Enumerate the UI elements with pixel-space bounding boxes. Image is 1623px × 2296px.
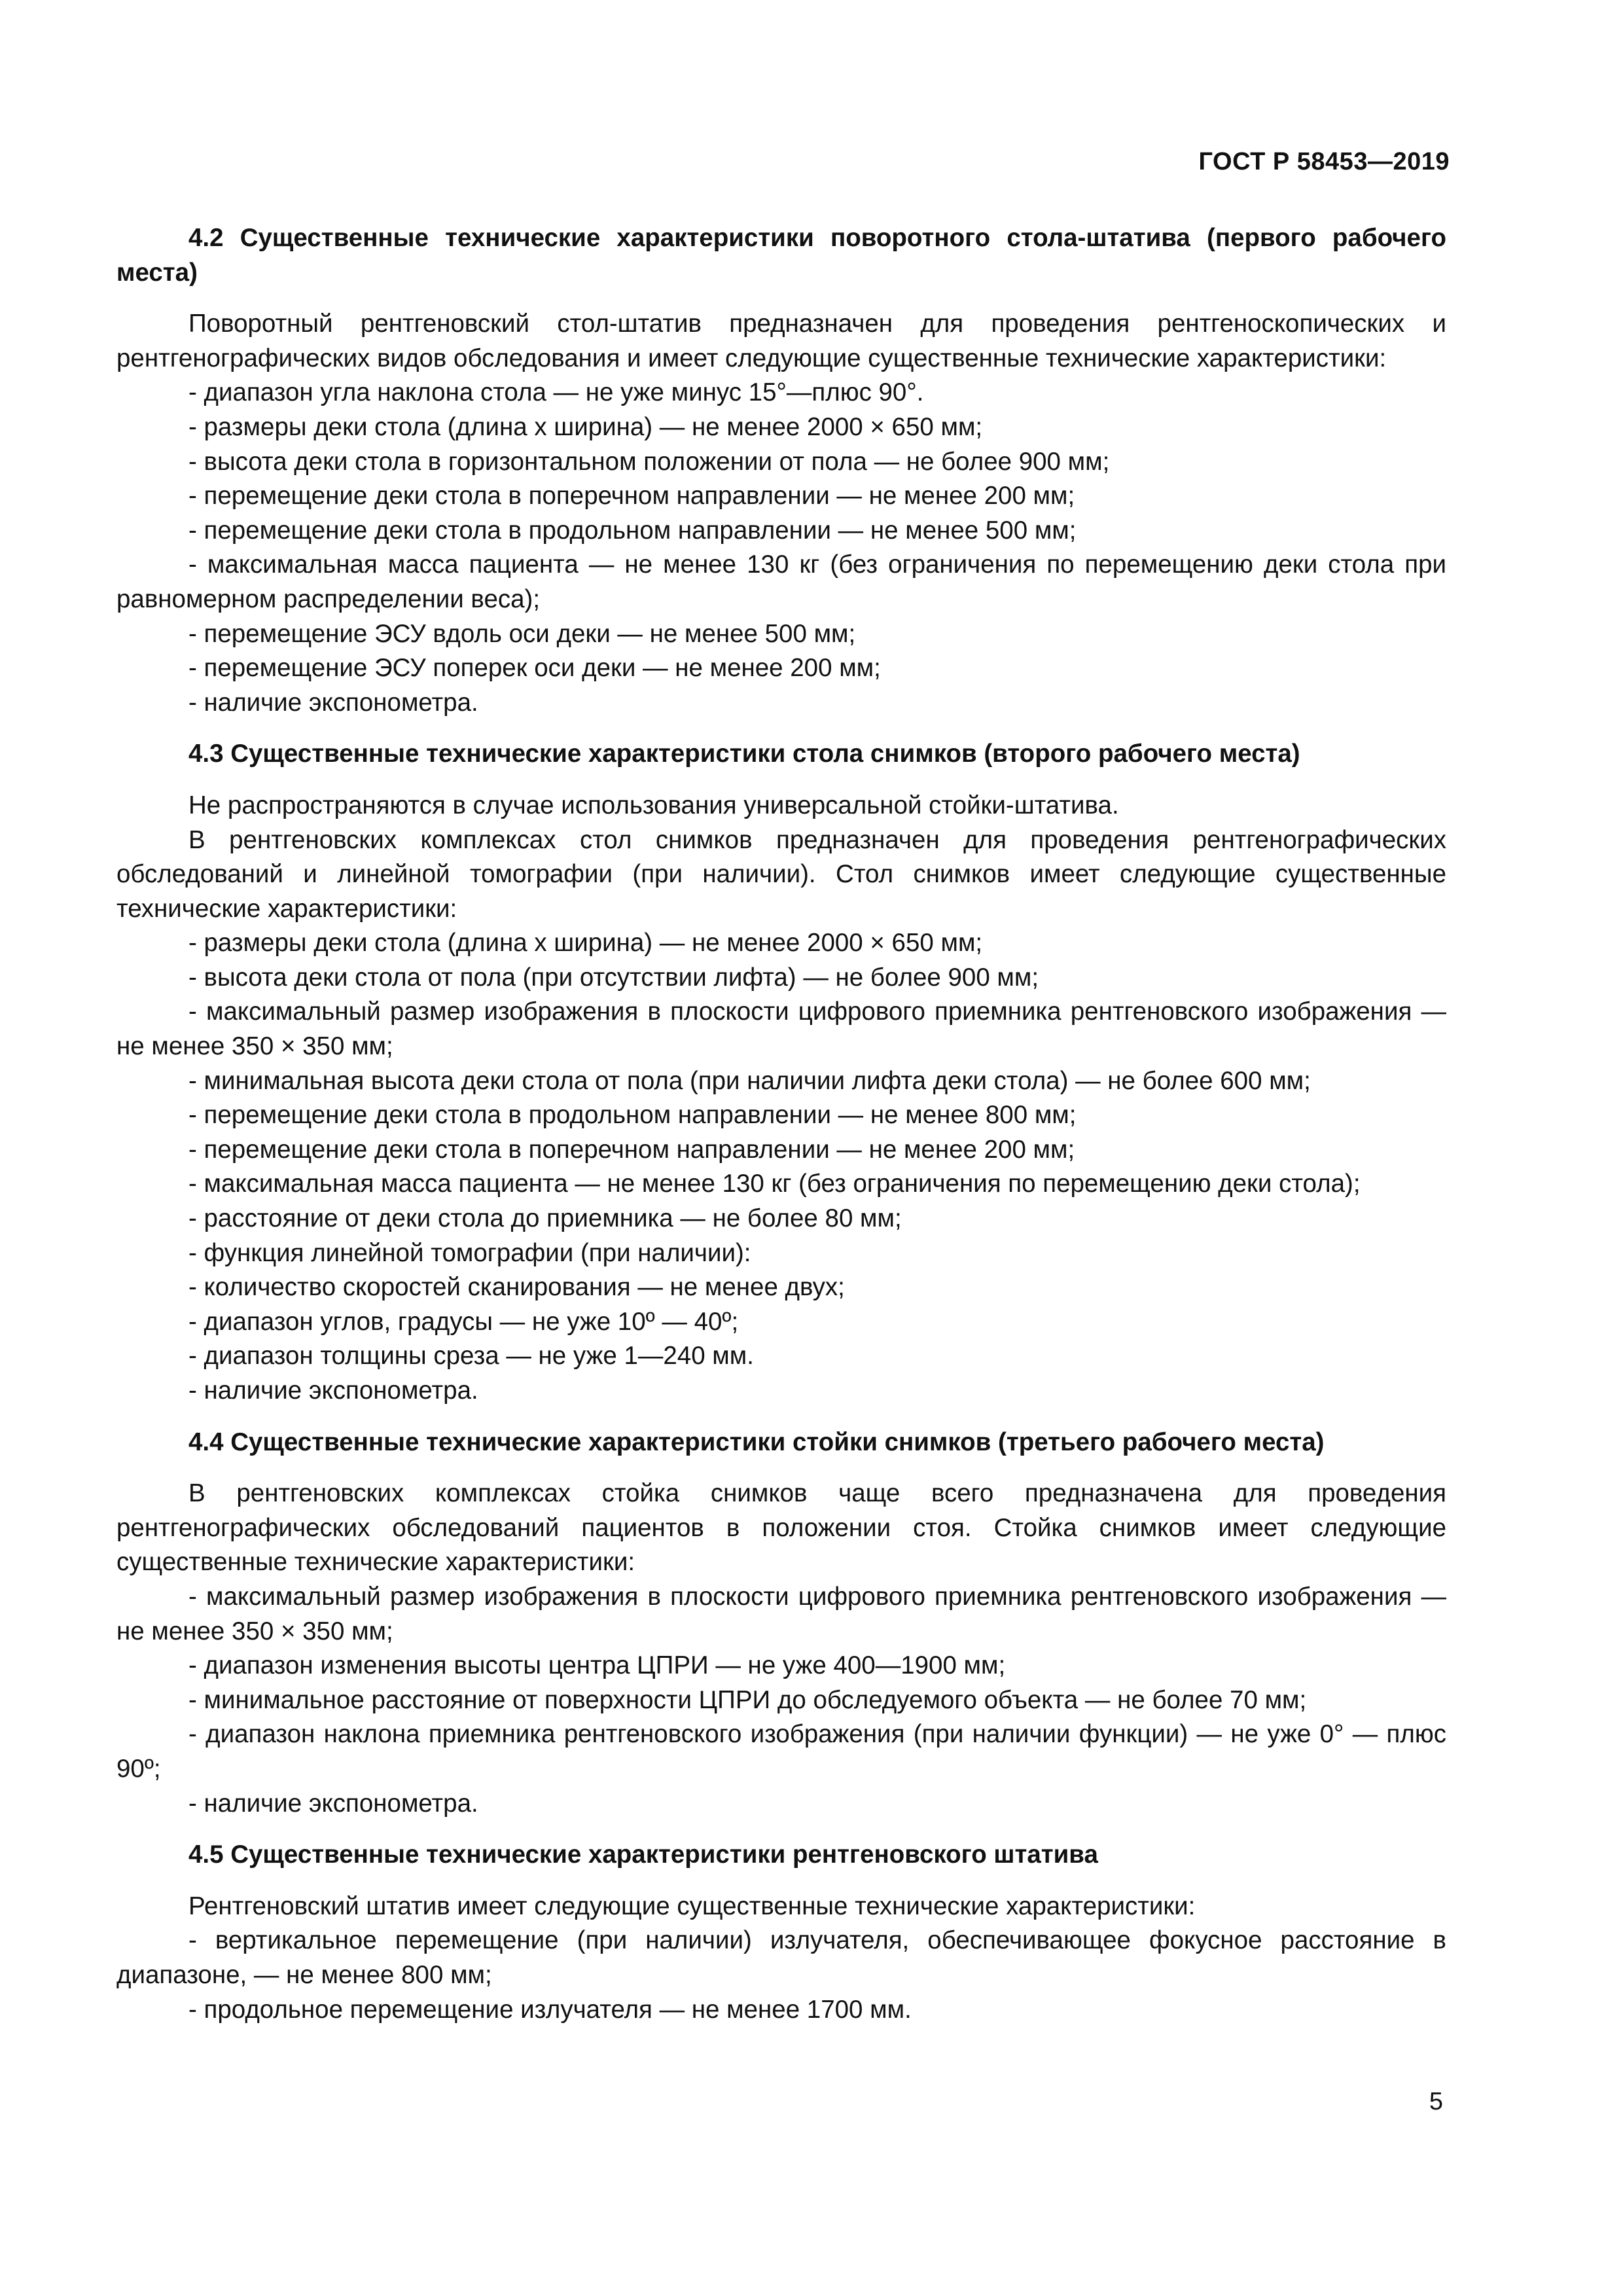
list-item: - диапазон угла наклона стола — не уже минус 15°—плюс 90°. (188, 378, 924, 407)
list-item: - перемещение ЭСУ вдоль оси деки — не менее 500 мм; (188, 619, 856, 648)
section-heading: 4.2 Существенные технические характеристики поворотного стола-штатива (первого рабочего места) (116, 224, 1446, 287)
section-heading: 4.4 Существенные технические характеристики стойки снимков (третьего рабочего места) (188, 1427, 1325, 1456)
page-number: 5 (1429, 2088, 1443, 2115)
list-item: - размеры деки стола (длина х ширина) — не менее 2000 × 650 мм; (188, 929, 983, 958)
list-item: - максимальный размер изображения в плоскости цифрового приемника рентгеновского изображения — не менее 350 × 350 мм; (116, 997, 1446, 1061)
list-item: - максимальная масса пациента — не менее 130 кг (без ограничения по перемещению деки стола); (188, 1170, 1361, 1198)
paragraph: В рентгеновских комплексах стол снимков предназначен для проведения рентгенографических обследований и линейной томографии (при наличии). Стол снимков имеет следующие существенные технические характеристики: (116, 825, 1446, 923)
section-4-4 (116, 1426, 1446, 1821)
section-heading: 4.5 Существенные технические характеристики рентгеновского штатива (188, 1840, 1098, 1869)
paragraph: Не распространяются в случае использования универсальной стойки-штатива. (188, 791, 1119, 819)
list-item: - высота деки стола от пола (при отсутствии лифта) — не более 900 мм; (188, 963, 1039, 992)
list-item: - перемещение деки стола в продольном направлении — не менее 500 мм; (188, 516, 1077, 545)
list-item: - диапазон углов, градусы — не уже 10º — 40º; (188, 1307, 739, 1336)
list-item: - максимальная масса пациента — не менее 130 кг (без ограничения по перемещению деки стола при равномерном распределении веса); (116, 550, 1446, 613)
section-4-2 (116, 221, 1446, 720)
list-item: - наличие экспонометра. (188, 688, 478, 717)
standard-header: ГОСТ Р 58453—2019 (1198, 148, 1450, 175)
list-item: - размеры деки стола (длина х ширина) — не менее 2000 × 650 мм; (188, 412, 983, 441)
list-item: - минимальная высота деки стола от пола (при наличии лифта деки стола) — не более 600 мм; (188, 1066, 1311, 1095)
section-4-3 (116, 737, 1446, 1408)
paragraph: В рентгеновских комплексах стойка снимков чаще всего предназначена для проведения рентгенографических обследований пациентов в положении стоя. Стойка снимков имеет следующие существенные технические характеристики: (116, 1479, 1446, 1577)
list-item: - наличие экспонометра. (188, 1376, 478, 1405)
document-body (116, 221, 1446, 2044)
list-item: - диапазон изменения высоты центра ЦПРИ — не уже 400—1900 мм; (188, 1651, 1006, 1680)
list-item: - перемещение деки стола в продольном направлении — не менее 800 мм; (188, 1101, 1077, 1130)
list-item: - перемещение деки стола в поперечном направлении — не менее 200 мм; (188, 1135, 1075, 1164)
section-heading: 4.3 Существенные технические характеристики стола снимков (второго рабочего места) (188, 740, 1300, 768)
list-item: - функция линейной томографии (при наличии): (188, 1238, 751, 1267)
section-4-5 (116, 1838, 1446, 2027)
list-item: - минимальное расстояние от поверхности ЦПРИ до обследуемого объекта — не более 70 мм; (188, 1685, 1307, 1714)
list-item: - расстояние от деки стола до приемника — не более 80 мм; (188, 1204, 902, 1233)
list-item: - перемещение ЭСУ поперек оси деки — не менее 200 мм; (188, 654, 881, 683)
list-item: - продольное перемещение излучателя — не менее 1700 мм. (188, 1995, 912, 2024)
list-item: - наличие экспонометра. (188, 1789, 478, 1818)
paragraph: Рентгеновский штатив имеет следующие существенные технические характеристики: (188, 1892, 1196, 1920)
list-item: - максимальный размер изображения в плоскости цифрового приемника рентгеновского изображения — не менее 350 × 350 мм; (116, 1582, 1446, 1645)
list-item: - перемещение деки стола в поперечном направлении — не менее 200 мм; (188, 482, 1075, 511)
list-item: - высота деки стола в горизонтальном положении от пола — не более 900 мм; (188, 447, 1110, 476)
paragraph: Поворотный рентгеновский стол-штатив предназначен для проведения рентгеноскопических и рентгенографических видов обследования и имеет следующие существенные технические характеристики: (116, 310, 1446, 372)
list-item: - диапазон толщины среза — не уже 1—240 мм. (188, 1342, 754, 1371)
list-item: - вертикальное перемещение (при наличии) излучателя, обеспечивающее фокусное расстояние в диапазоне, — не менее 800 мм; (116, 1926, 1446, 1989)
list-item: - диапазон наклона приемника рентгеновского изображения (при наличии функции) — не уже 0° — плюс 90º; (116, 1720, 1446, 1783)
list-item: - количество скоростей сканирования — не менее двух; (188, 1273, 845, 1302)
